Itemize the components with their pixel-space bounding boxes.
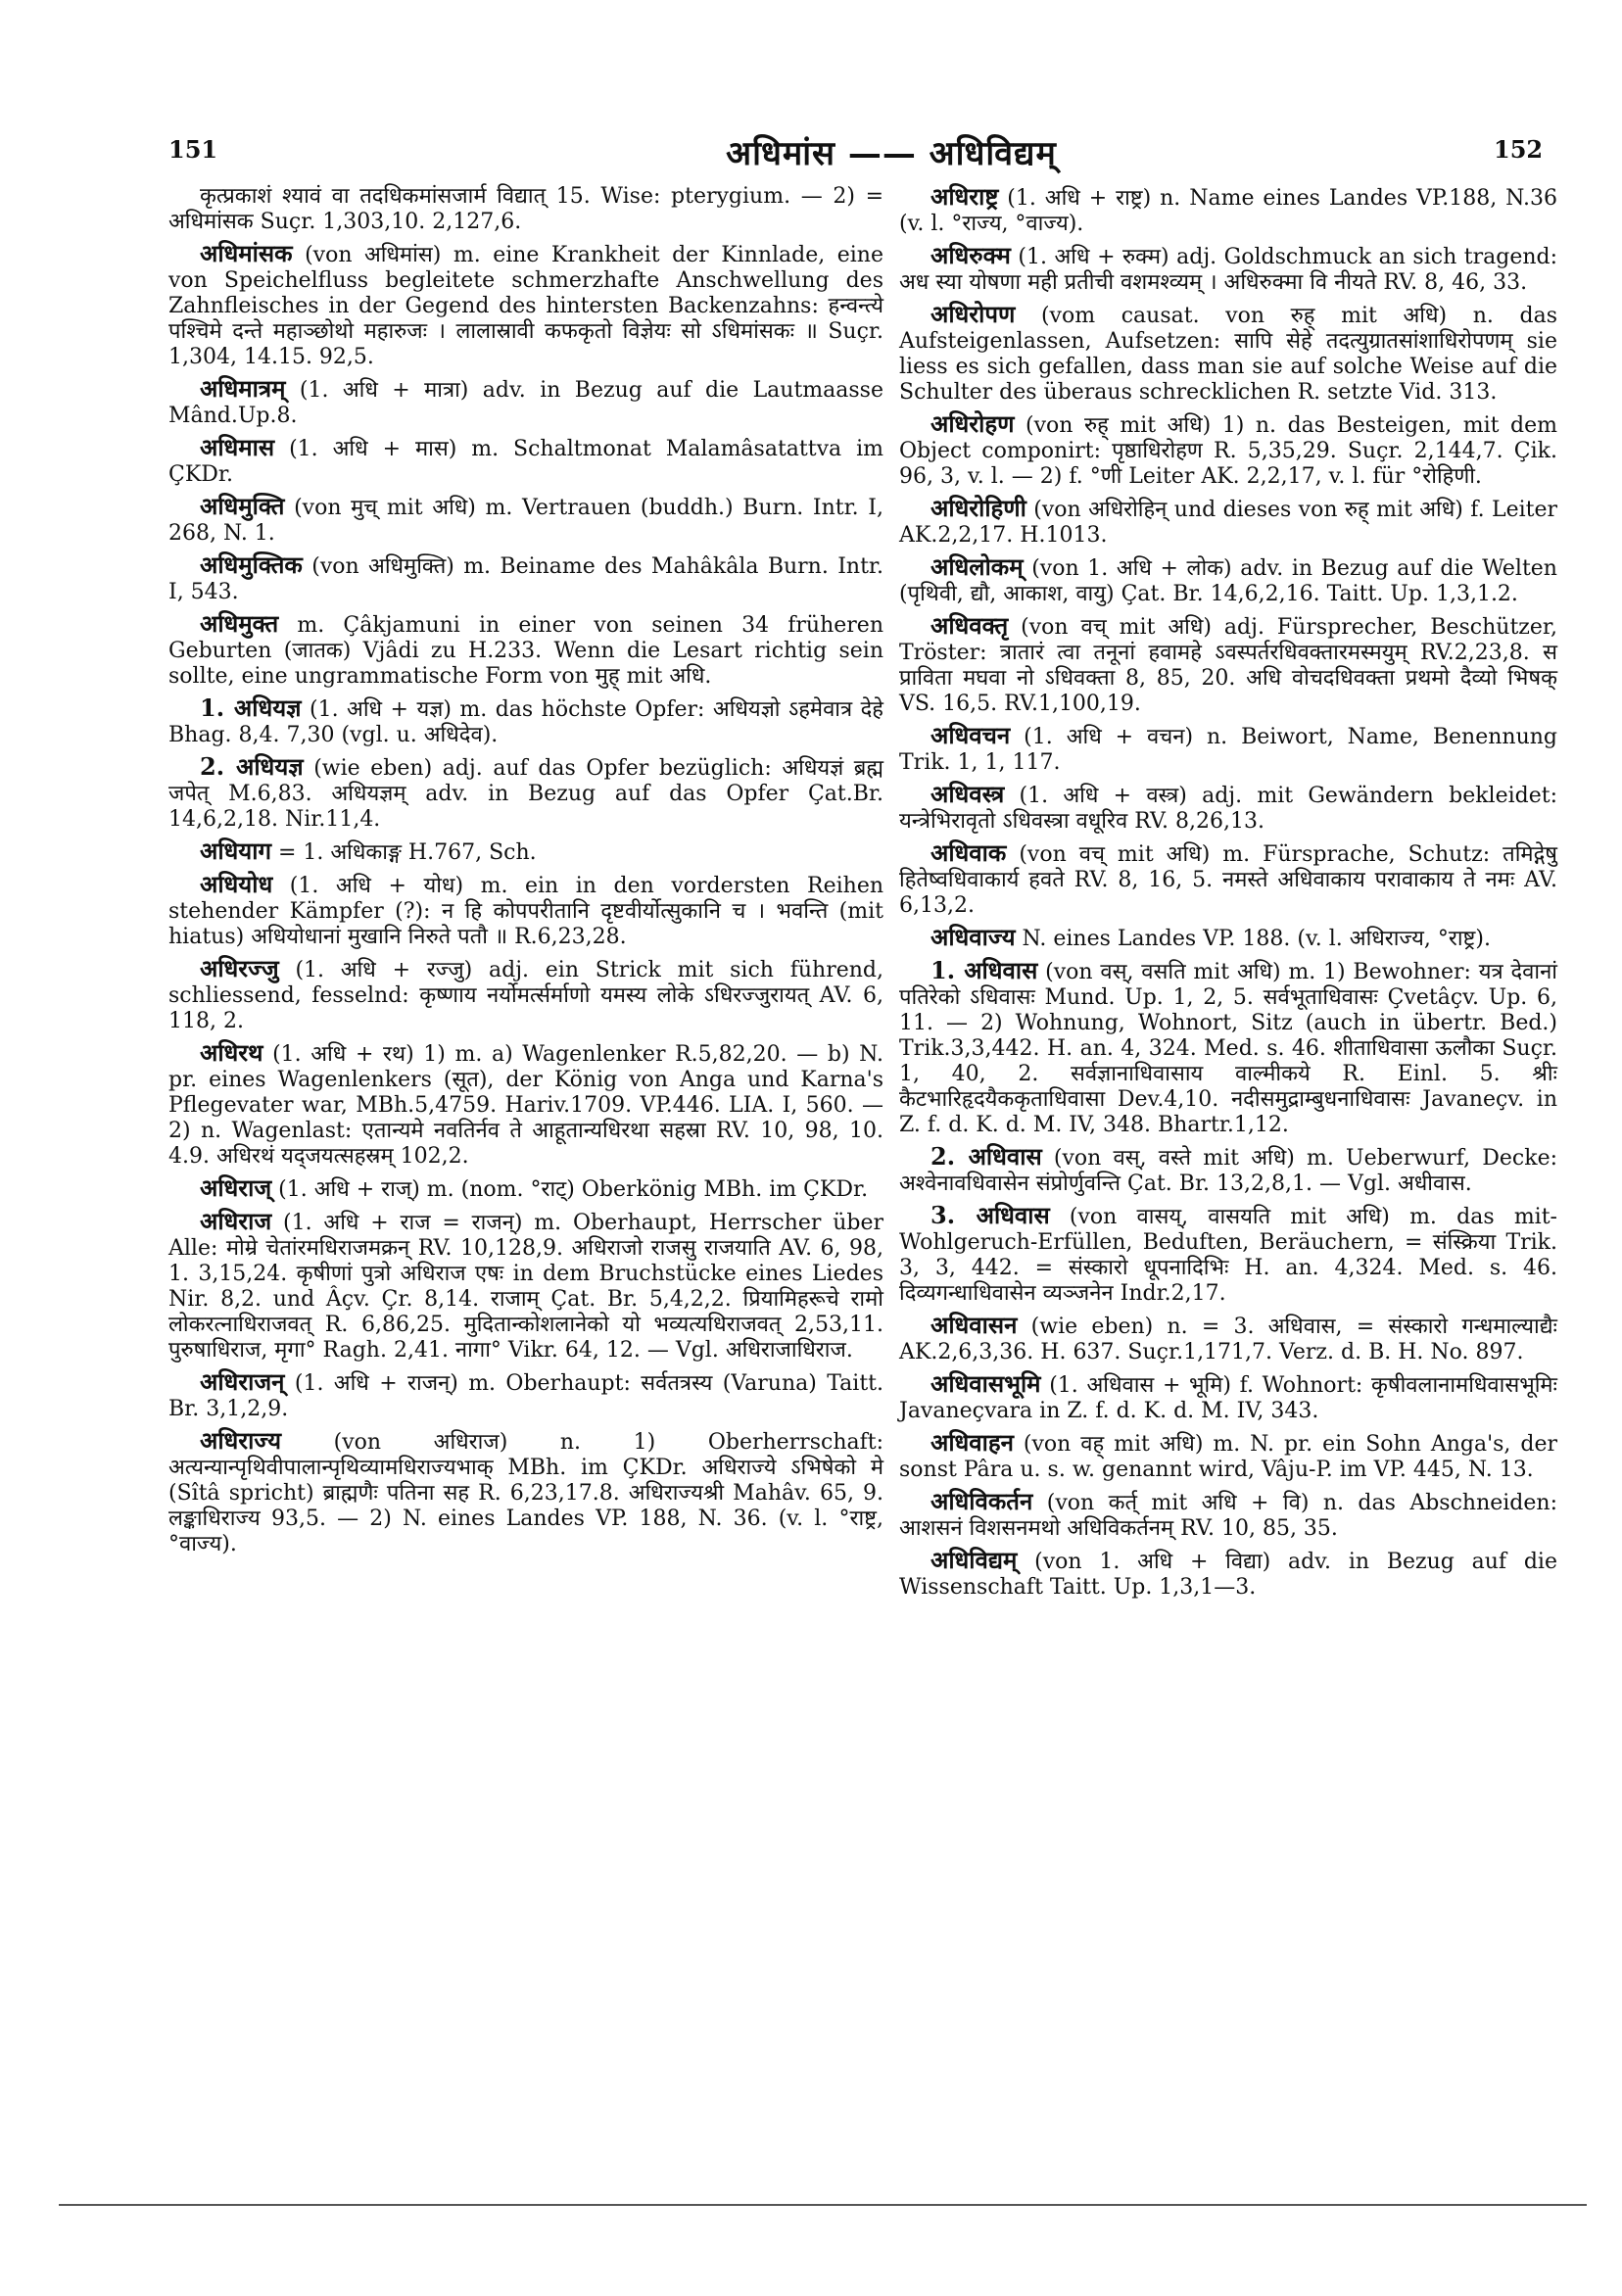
- dictionary-entry: [168, 872, 883, 950]
- entry-text: [168, 611, 883, 690]
- entry-text: [168, 552, 883, 605]
- entry-body: (von वासय्, वासयति mit अधि) m. das mit-Wohlgeruch-Erfüllen, Beduften, Beräuchern, = संस्क्रिया Trik. 3, 3, 442. = संस्कारो धूपनादिभिः H. an. 4,324. Med. s. 46. दिव्यगन्धाधिवासेन व्यञ्जनेन Indr.2,17.: [899, 1205, 1557, 1306]
- entry-body: (1. अधि + योध) m. ein in den vordersten Reihen stehender Kämpfer (?): न हि कोपपरीतानि दृष्टवीर्योत्सुकानि च । भवन्ति (mit hiatus) अधियोधानां मुखानि निरुते पतौ ॥ R.6,23,28.: [168, 874, 884, 949]
- dictionary-entry: [899, 411, 1557, 490]
- entry-text: [899, 1144, 1557, 1197]
- dictionary-entry: [168, 956, 883, 1034]
- entry-text: [168, 1428, 883, 1557]
- dictionary-entry: [168, 435, 883, 488]
- entry-body: (wie eben) n. = 3. अधिवास, = संस्कारो गन्धमाल्याद्यैः AK.2,6,3,36. H. 637. Suçr.1,171,7. Verz. d. B. H. No. 897.: [899, 1315, 1558, 1364]
- dictionary-entry: [168, 1040, 883, 1170]
- entry-text: [168, 695, 883, 748]
- entry-text: [168, 184, 883, 235]
- headword: अधिवचन: [930, 721, 1011, 749]
- dictionary-entry: [899, 723, 1557, 776]
- entry-body: (vom causat. von रुह् mit अधि) n. das Aufsteigenlassen, Aufsetzen: सापि सेहे तदत्युग्रातसांशाधिरोपणम् sie liess es sich gefallen, dass man sie auf solche Weise auf die Schulter des überaus schrecklichen R. setzte Vid. 313.: [899, 304, 1558, 405]
- dictionary-entry: [899, 302, 1557, 406]
- headword: अधिमुक्तिक: [200, 550, 303, 579]
- entry-text: [899, 496, 1557, 549]
- entry-body: (1. अधि + राज = राजन्) m. Oberhaupt, Herrscher über Alle: मोम्रे चेतांरमधिराजमक्रन् RV. 10,128,9. अधिराजो राजसु राजयाति AV. 6, 98, 1. 3,15,24. कृषीणां पुत्रो अधिराज एषः in dem Bruchstücke eines Liedes Nir. 8,2. und Âçv. Çr. 8,14. राजाम् Çat. Br. 5,4,2,2. प्रियामिहरूचे रामो लोकरत्नाधिराजवत् R. 6,86,25. मुदितान्कोशलानेको यो भव्यत्यधिराजवत् 2,53,11. पुरुषाधिराज, मृगा° Ragh. 2,41. नागा° Vikr. 64, 12. — Vgl. अधिराजाधिराज.: [168, 1211, 883, 1363]
- headword: अधिवाहन: [930, 1428, 1014, 1457]
- entry-text: [168, 494, 883, 547]
- entry-body: (von अधिरोहिन् und dieses von रुह् mit अधि) f. Leiter AK.2,2,17. H.1013.: [899, 498, 1558, 548]
- entry-body: m. Çâkjamuni in einer von seinen 34 früheren Geburten (जातक) Vjâdi zu H.233. Wenn die Lesart richtig sein sollte, eine ungrammatische Form von मुह् mit अधि.: [168, 613, 883, 689]
- entry-text: [899, 1371, 1557, 1424]
- dictionary-entry: [899, 1144, 1557, 1197]
- entry-body: (1. अधि + रुक्म) adj. Goldschmuck an sich tragend: अध स्या योषणा मही प्रतीची वशमश्व्यम् । अधिरुक्मा वि नीयते RV. 8, 46, 33.: [899, 245, 1558, 295]
- entry-body: (von वच् mit अधि) adj. Fürsprecher, Beschützer, Tröster: त्रातारं त्वा तनूनां हवामहे ऽवस्पर्तरधिवक्तारमस्मयुम् RV.2,23,8. स प्राविता मघवा नो ऽधिवक्ता 8, 85, 20. अधि वोचदधिवक्ता प्रथमो दैव्यो भिषक् VS. 16,5. RV.1,100,19.: [899, 615, 1557, 716]
- dictionary-entry: [168, 838, 883, 866]
- entry-text: [899, 958, 1557, 1138]
- entry-body: (von वस्, वस्ते mit अधि) m. Ueberwurf, Decke: अश्वेनावधिवासेन संप्रोर्णुवन्ति Çat. Br. 13,2,8,1. — Vgl. अधीवास.: [899, 1146, 1557, 1196]
- entry-body: (1. अधि + यज्ञ) m. das höchste Opfer: अधियज्ञो ऽहमेवात्र देहे Bhag. 8,4. 7,30 (vgl. u. अधिदेव).: [168, 697, 883, 747]
- entry-text: [899, 302, 1557, 406]
- entry-text: [168, 754, 883, 833]
- entry-text: [168, 1040, 883, 1170]
- entry-body: (1. अधिवास + भूमि) f. Wohnort: कृषीवलानामधिवासभूमिः Javaneçvara in Z. f. d. K. d. M. IV, 343.: [899, 1373, 1557, 1423]
- headword: अधिरुक्म: [930, 241, 1011, 269]
- headword: अधिवासभूमि: [930, 1369, 1041, 1398]
- dictionary-entry: [899, 1489, 1557, 1542]
- entry-text: [168, 872, 883, 950]
- entry-text: [168, 241, 883, 370]
- entry-text: [168, 376, 883, 429]
- entry-text: [899, 1430, 1557, 1483]
- dictionary-entry: [899, 554, 1557, 607]
- entry-text: [899, 840, 1557, 919]
- dictionary-entry: [899, 1313, 1557, 1365]
- dictionary-entry: [899, 1548, 1557, 1601]
- entry-text: [168, 1175, 883, 1203]
- headword: अधिलोकम्: [930, 552, 1024, 581]
- dictionary-entry: [899, 958, 1557, 1138]
- entry-text: [899, 1489, 1557, 1542]
- headword: अधिराजन्: [200, 1367, 285, 1396]
- headword: 3. अधिवास: [930, 1201, 1050, 1229]
- dictionary-entry: [168, 1369, 883, 1422]
- headword: अधिवक्तृ: [930, 611, 1009, 640]
- dictionary-entry: [899, 1430, 1557, 1483]
- dictionary-entry: [168, 754, 883, 833]
- entry-body: (1. अधि + मास) m. Schaltmonat Malamâsatattva im ÇKDr.: [168, 437, 883, 487]
- entry-body: (1. अधि + वस्त्र) adj. mit Gewändern bekleidet: यन्त्रेभिरावृतो ऽधिवस्त्रा वधूरिव RV. 8,26,13.: [899, 784, 1557, 834]
- headword: अधिराष्ट्र: [930, 182, 999, 211]
- dictionary-entry: [168, 695, 883, 748]
- entry-body: (von कर्त् mit अधि + वि) n. das Abschneiden: आशसनं विशसनमथो अधिविकर्तनम् RV. 10, 85, 35.: [899, 1491, 1557, 1541]
- entry-text: [899, 782, 1557, 835]
- entry-text: [899, 723, 1557, 776]
- headword: अधिमास: [200, 433, 275, 461]
- dictionary-entry: [168, 241, 883, 370]
- headword: अधिवस्त्र: [930, 780, 1005, 808]
- entry-body: (von मुच् mit अधि) m. Vertrauen (buddh.) Burn. Intr. I, 268, N. 1.: [168, 496, 883, 546]
- headword: अधियाग: [200, 837, 271, 865]
- dictionary-entry: [168, 552, 883, 605]
- dictionary-entry: [168, 184, 883, 235]
- dictionary-entry: [168, 1175, 883, 1203]
- dictionary-entry: [168, 376, 883, 429]
- entry-body: (von वह् mit अधि) m. N. pr. ein Sohn Anga's, der sonst Pâra u. s. w. genannt wird, Vâju-P. im VP. 445, N. 13.: [899, 1432, 1557, 1482]
- entry-body: (von वस्, वसति mit अधि) m. 1) Bewohner: यत्र देवानां पतिरेको ऽधिवासः Mund. Up. 1, 2, 5. सर्वभूताधिवासः Çvetâçv. Up. 6, 11. — 2) Wohnung, Wohnort, Sitz (auch in übertr. Bed.) Trik.3,3,442. H. an. 4, 324. Med. s. 46. शीताधिवासा ऊलौका Suçr. 1, 40, 2. सर्वज्ञानाधिवासाय वाल्मीकये R. Einl. 5. श्रीः कैटभारिहृदयैककृताधिवासा Dev.4,10. नदीसमुद्राम्बुधनाधिवासः Javaneçv. in Z. f. d. K. d. M. IV, 348. Bhartr.1,12.: [899, 960, 1557, 1137]
- entry-text: [899, 1203, 1557, 1307]
- headword: अधिविकर्तन: [930, 1487, 1033, 1515]
- entry-body: कृत्प्रकाशं श्यावं वा तदधिकमांसजार्म विद्यात् 15. Wise: pterygium. — 2) = अधिमांसक Suçr. 1,303,10. 2,127,6.: [168, 184, 883, 234]
- entry-body: (von अधिमांस) m. eine Krankheit der Kinnlade, eine von Speichelfluss begleitete schmerzhafte Anschwellung des Zahnfleisches in der Gegend des hintersten Backenzahns: हन्वन्त्ये पश्चिमे दन्ते महाञ्छोथो महारुजः । लालास्रावी कफकृतो विज्ञेयः सो ऽधिमांसकः ॥ Suçr. 1,304, 14.15. 92,5.: [168, 243, 883, 369]
- page-number-left: 151: [168, 135, 218, 164]
- entry-body: (1. अधि + रथ) 1) m. a) Wagenlenker R.5,82,20. — b) N. pr. eines Wagenlenkers (सूत), der König von Anga und Karna's Pflegevater war, MBh.5,4759. Hariv.1709. VP.446. LIA. I, 560. — 2) n. Wagenlast: एतान्यमे नवतिर्नव ते आहूतान्यधिरथा सहस्रा RV. 10, 98, 10. 4.9. अधिरथं यद्जयत्सहस्रम् 102,2.: [168, 1042, 883, 1169]
- dictionary-entry: [899, 782, 1557, 835]
- entry-text: [899, 925, 1557, 952]
- headword: अधिविद्यम्: [930, 1546, 1018, 1574]
- right-column: [899, 184, 1557, 1606]
- entry-text: [899, 411, 1557, 490]
- headword: अधिराज: [200, 1207, 272, 1235]
- dictionary-entry: [899, 925, 1557, 952]
- entry-body: (1. अधि + वचन) n. Beiwort, Name, Benennung Trik. 1, 1, 117.: [899, 725, 1557, 775]
- entry-text: [168, 435, 883, 488]
- dictionary-entry: [899, 1371, 1557, 1424]
- headword: 1. अधिवास: [930, 956, 1038, 984]
- headword: अधिमात्रम्: [200, 374, 286, 403]
- bottom-rule: [59, 2204, 1587, 2206]
- headword: 2. अधिवास: [930, 1142, 1042, 1171]
- headword: अधिवासन: [930, 1311, 1018, 1339]
- dictionary-entry: [899, 1203, 1557, 1307]
- dictionary-entry: [899, 613, 1557, 717]
- entry-body: N. eines Landes VP. 188. (v. l. अधिराज्य, °राष्ट्र).: [1022, 927, 1491, 951]
- entry-body: (wie eben) adj. auf das Opfer bezüglich: अधियज्ञं ब्रह्म जपेत् M.6,83. अधियज्ञम् adv. in Bezug auf das Opfer Çat.Br. 14,6,2,18. Nir.11,4.: [168, 756, 883, 832]
- dictionary-entry: [899, 184, 1557, 237]
- page-number-right: 152: [1494, 135, 1544, 164]
- running-title: अधिमांस —— अधिविद्यम्: [726, 134, 1057, 173]
- dictionary-entry: [899, 840, 1557, 919]
- entry-body: (von रुह् mit अधि) 1) n. das Besteigen, mit dem Object componirt: पृष्ठाधिरोहण R. 5,35,29. Suçr. 2,144,7. Çik. 96, 3, v. l. — 2) f. °णी Leiter AK. 2,2,17, v. l. für °रोहिणी.: [899, 413, 1557, 489]
- dictionary-entry: [168, 611, 883, 690]
- entry-text: [899, 554, 1557, 607]
- entry-text: [899, 1313, 1557, 1365]
- headword: अधिमुक्ति: [200, 492, 285, 520]
- entry-text: [168, 1369, 883, 1422]
- headword: अधिवाज्य: [930, 923, 1016, 951]
- entry-body: (1. अधि + राज्) m. (nom. °राट्) Oberkönig MBh. im ÇKDr.: [278, 1177, 869, 1202]
- entry-text: [899, 243, 1557, 296]
- headword: अधिरोपण: [930, 300, 1016, 328]
- entry-body: (1. अधि + राजन्) m. Oberhaupt: सर्वतत्रस्य (Varuna) Taitt. Br. 3,1,2,9.: [168, 1371, 883, 1421]
- headword: अधियोध: [200, 870, 273, 898]
- headword: अधिरथ: [200, 1038, 263, 1067]
- dictionary-entry: [899, 243, 1557, 296]
- headword: अधिरोहण: [930, 409, 1015, 438]
- entry-text: [899, 1548, 1557, 1601]
- headword: अधिरज्जु: [200, 954, 279, 982]
- headword: 1. अधियज्ञ: [200, 694, 302, 722]
- entry-text: [899, 184, 1557, 237]
- dictionary-entry: [168, 1209, 883, 1363]
- entry-body: (von वच् mit अधि) m. Fürsprache, Schutz: तमिद्गेषु हितेष्वधिवाकार्य हवते RV. 8, 16, 5. नमस्ते अधिवाकाय परावाकाय ते नमः AV. 6,13,2.: [899, 842, 1557, 918]
- headword: अधिमुक्त: [200, 609, 279, 638]
- headword: अधिरोहिणी: [930, 494, 1026, 522]
- entry-text: [168, 838, 883, 866]
- entry-body: (von अधिमुक्ति) m. Beiname des Mahâkâla Burn. Intr. I, 543.: [168, 554, 883, 604]
- headword: अधिराज्य: [200, 1426, 281, 1455]
- headword: अधिमांसक: [200, 239, 293, 267]
- dictionary-entry: [168, 494, 883, 547]
- entry-text: [168, 1209, 883, 1363]
- left-column: [168, 184, 883, 1563]
- dictionary-entry: [899, 496, 1557, 549]
- headword: अधिवाक: [930, 838, 1007, 867]
- entry-text: [899, 613, 1557, 717]
- headword: अधिराज्: [200, 1173, 272, 1202]
- entry-body: (von अधिराज) n. 1) Oberherrschaft: अत्यन्यान्पृथिवीपालान्पृथिव्यामधिराज्यभाक् MBh. im ÇKDr. अधिराज्ये ऽभिषेको मे (Sîtâ spricht) ब्राह्मणैः पतिना सह R. 6,23,17.8. अधिराज्यश्री Mahâv. 65, 9. लङ्काधिराज्य 93,5. — 2) N. eines Landes VP. 188, N. 36. (v. l. °राष्ट्र, °वाज्य).: [168, 1430, 883, 1556]
- entry-body: (1. अधि + मात्रा) adv. in Bezug auf die Lautmaasse Mând.Up.8.: [168, 378, 883, 428]
- entry-body: = 1. अधिकाङ्ग H.767, Sch.: [277, 840, 537, 865]
- entry-body: (1. अधि + रज्जु) adj. ein Strick mit sich führend, schliessend, fesselnd: कृष्णाय नर्योमर्त्सर्माणो यमस्य लोके ऽधिरज्जुरायत् AV. 6, 118, 2.: [168, 958, 883, 1033]
- dictionary-entry: [168, 1428, 883, 1557]
- headword: 2. अधियज्ञ: [200, 752, 304, 781]
- entry-text: [168, 956, 883, 1034]
- entry-body: (1. अधि + राष्ट्र) n. Name eines Landes VP.188, N.36 (v. l. °राज्य, °वाज्य).: [899, 186, 1557, 236]
- entry-body: (von 1. अधि + विद्या) adv. in Bezug auf die Wissenschaft Taitt. Up. 1,3,1—3.: [899, 1550, 1557, 1600]
- entry-body: (von 1. अधि + लोक) adv. in Bezug auf die Welten (पृथिवी, द्यौ, आकाश, वायु) Çat. Br. 14,6,2,16. Taitt. Up. 1,3,1.2.: [899, 556, 1557, 606]
